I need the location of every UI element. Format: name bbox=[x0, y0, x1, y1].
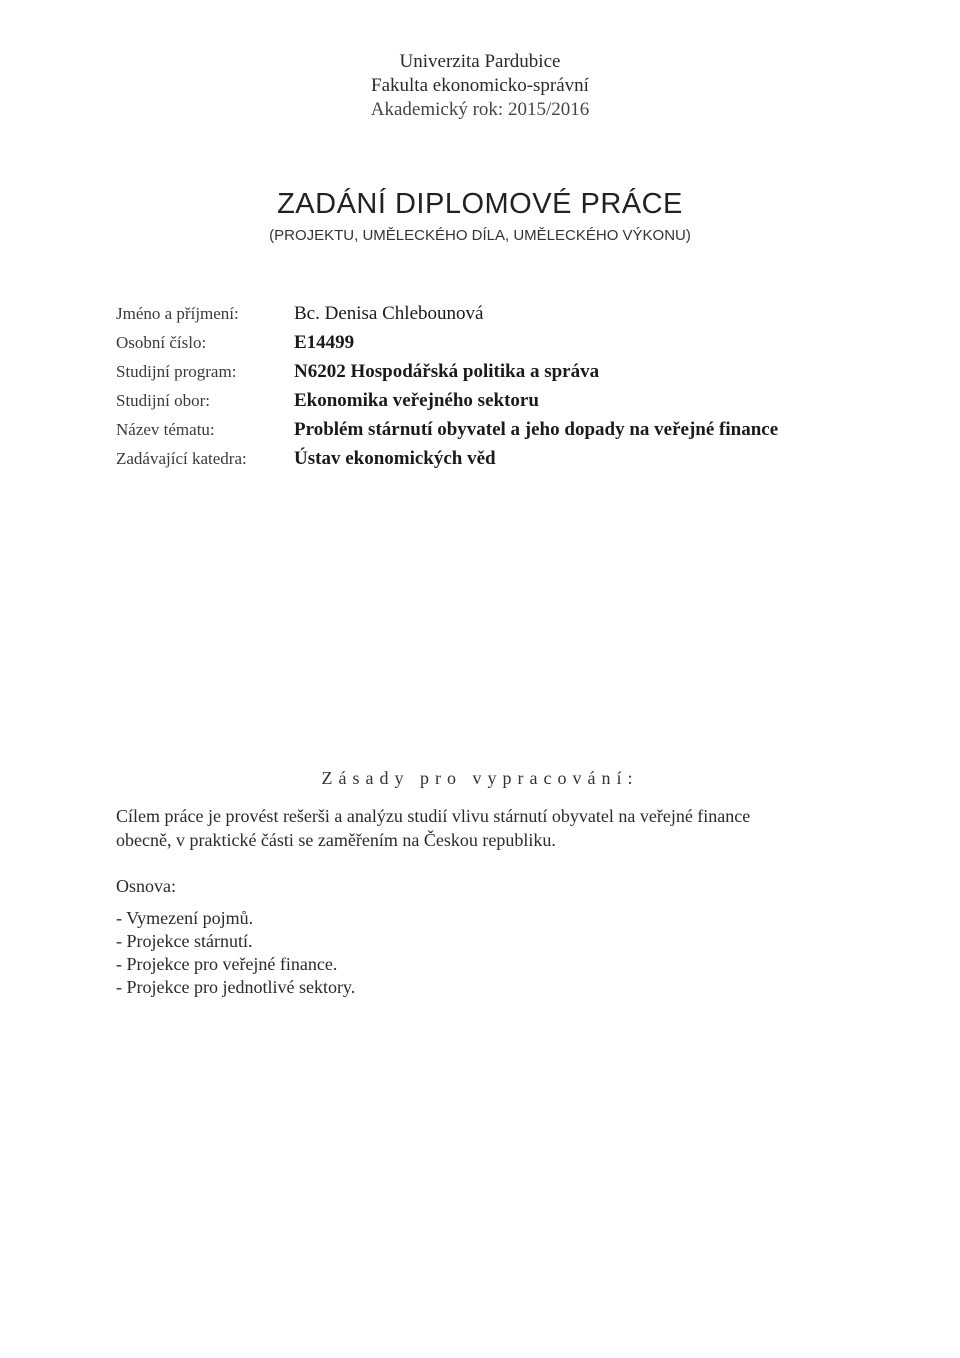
info-row-name bbox=[116, 303, 936, 332]
outline-item: - Projekce pro veřejné finance. bbox=[116, 954, 338, 974]
rules-line-1: Cílem práce je provést rešerši a analýzu studií vlivu stárnutí obyvatel na veřejné finance bbox=[116, 806, 751, 826]
personal-number-value: E14499 bbox=[294, 332, 355, 353]
title-block bbox=[0, 186, 960, 246]
topic-value: Problém stárnutí obyvatel a jeho dopady na veřejné finance bbox=[294, 419, 779, 440]
academic-year: Akademický rok: 2015/2016 bbox=[370, 99, 590, 120]
info-row-study-program bbox=[116, 361, 936, 390]
outline-list bbox=[116, 907, 616, 999]
outline bbox=[116, 875, 616, 999]
university-name: Univerzita Pardubice bbox=[399, 51, 561, 72]
outline-title: Osnova: bbox=[116, 876, 176, 896]
info-row-personal-number bbox=[116, 332, 936, 361]
study-field-label: Studijní obor: bbox=[116, 391, 210, 410]
rules-heading: Zásady pro vypracování: bbox=[321, 768, 639, 788]
info-row-study-field bbox=[116, 390, 936, 419]
outline-item: - Projekce pro jednotlivé sektory. bbox=[116, 977, 356, 997]
personal-number-label: Osobní číslo: bbox=[116, 333, 207, 352]
outline-item: - Vymezení pojmů. bbox=[116, 908, 254, 928]
outline-item: - Projekce stárnutí. bbox=[116, 931, 253, 951]
study-field-value: Ekonomika veřejného sektoru bbox=[294, 390, 539, 411]
rules-line-2: obecně, v praktické části se zaměřením na Českou republiku. bbox=[116, 830, 556, 850]
department-value: Ústav ekonomických věd bbox=[294, 448, 496, 469]
document-header bbox=[0, 50, 960, 122]
name-label: Jméno a příjmení: bbox=[116, 304, 239, 323]
study-program-label: Studijní program: bbox=[116, 362, 237, 381]
department-label: Zadávající katedra: bbox=[116, 449, 247, 468]
student-info bbox=[116, 303, 936, 477]
info-row-topic bbox=[116, 419, 936, 448]
study-program-value: N6202 Hospodářská politika a správa bbox=[294, 361, 600, 382]
faculty-name: Fakulta ekonomicko-správní bbox=[371, 75, 589, 96]
topic-label: Název tématu: bbox=[116, 420, 215, 439]
document-title: ZADÁNÍ DIPLOMOVÉ PRÁCE bbox=[277, 188, 683, 220]
name-value: Bc. Denisa Chlebounová bbox=[294, 303, 484, 324]
document-subtitle: (PROJEKTU, UMĚLECKÉHO DÍLA, UMĚLECKÉHO VÝKONU) bbox=[269, 227, 691, 244]
info-row-department bbox=[116, 448, 936, 477]
rules-text bbox=[116, 804, 896, 852]
